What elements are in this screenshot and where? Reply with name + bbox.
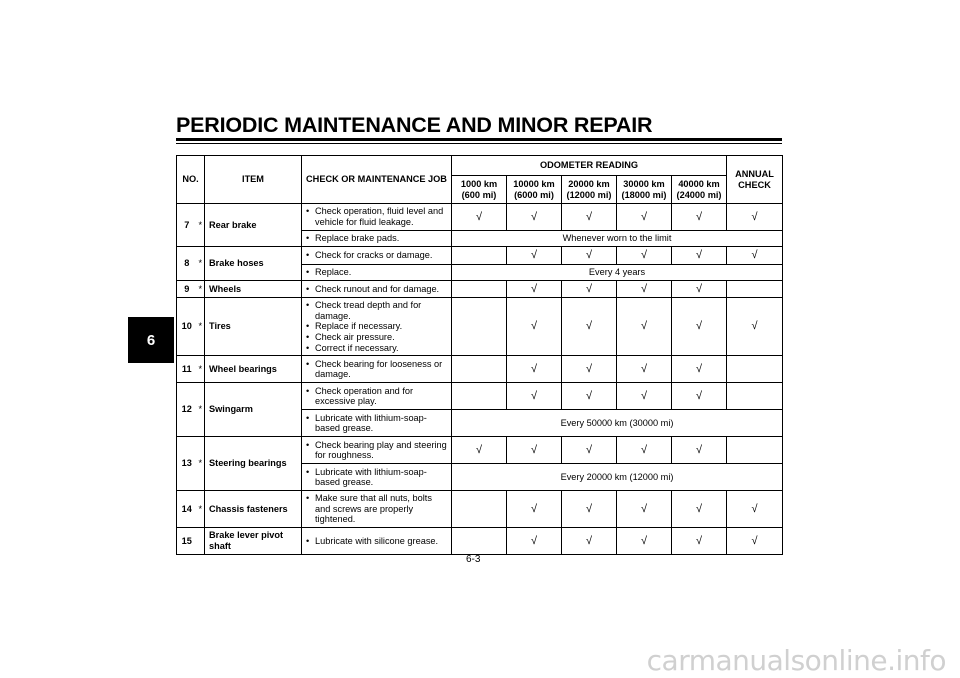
table-row <box>177 247 783 265</box>
empty-cell <box>452 491 507 528</box>
empty-cell <box>727 383 783 410</box>
empty-cell <box>452 527 507 554</box>
check-mark: √ <box>617 298 672 356</box>
row-job: • Replace brake pads. <box>302 231 452 247</box>
row-job: • Check for cracks or damage. <box>302 247 452 265</box>
check-mark: √ <box>617 280 672 298</box>
check-mark: √ <box>452 204 507 231</box>
check-mark: √ <box>672 247 727 265</box>
row-star: * <box>197 383 205 437</box>
table-row <box>177 204 783 231</box>
empty-cell <box>727 437 783 464</box>
check-mark: √ <box>672 383 727 410</box>
chapter-tab: 6 <box>128 317 174 363</box>
title-rule-thin <box>176 143 782 144</box>
table-row <box>177 491 783 528</box>
empty-cell <box>727 280 783 298</box>
header-reading: 1000 km (600 mi) <box>452 176 507 204</box>
row-item: Rear brake <box>205 204 302 247</box>
row-item: Swingarm <box>205 383 302 437</box>
empty-cell <box>727 356 783 383</box>
watermark: carmanualsonline.info <box>646 644 946 677</box>
check-mark: √ <box>672 491 727 528</box>
check-mark: √ <box>452 437 507 464</box>
row-number: 8 <box>177 247 197 281</box>
header-reading: 30000 km (18000 mi) <box>617 176 672 204</box>
table-row <box>177 437 783 464</box>
check-mark: √ <box>562 491 617 528</box>
interval-note: Whenever worn to the limit <box>452 231 783 247</box>
row-job: • Check runout and for damage. <box>302 280 452 298</box>
row-job: • Replace. <box>302 264 452 280</box>
check-mark: √ <box>727 491 783 528</box>
row-job: • Lubricate with lithium-soap-based grease. <box>302 410 452 437</box>
row-number: 7 <box>177 204 197 247</box>
check-mark: √ <box>507 356 562 383</box>
interval-note: Every 20000 km (12000 mi) <box>452 464 783 491</box>
interval-note: Every 50000 km (30000 mi) <box>452 410 783 437</box>
row-number: 14 <box>177 491 197 528</box>
check-mark: √ <box>672 298 727 356</box>
row-star: * <box>197 491 205 528</box>
check-mark: √ <box>617 491 672 528</box>
check-mark: √ <box>562 383 617 410</box>
empty-cell <box>452 280 507 298</box>
check-mark: √ <box>672 280 727 298</box>
check-mark: √ <box>672 204 727 231</box>
empty-cell <box>452 247 507 265</box>
table-row <box>177 298 783 356</box>
row-job: • Check operation, fluid level and vehicle for fluid leakage. <box>302 204 452 231</box>
row-star: * <box>197 356 205 383</box>
check-mark: √ <box>672 356 727 383</box>
check-mark: √ <box>562 204 617 231</box>
row-star: * <box>197 437 205 491</box>
header-reading: 40000 km (24000 mi) <box>672 176 727 204</box>
check-mark: √ <box>617 204 672 231</box>
row-number: 10 <box>177 298 197 356</box>
check-mark: √ <box>727 247 783 265</box>
check-mark: √ <box>562 527 617 554</box>
check-mark: √ <box>562 280 617 298</box>
row-star: * <box>197 247 205 281</box>
interval-note: Every 4 years <box>452 264 783 280</box>
maintenance-table <box>176 155 783 555</box>
check-mark: √ <box>617 383 672 410</box>
header-item: ITEM <box>205 156 302 204</box>
row-star: * <box>197 298 205 356</box>
check-mark: √ <box>562 298 617 356</box>
page-number: 6-3 <box>466 554 481 565</box>
page-title: PERIODIC MAINTENANCE AND MINOR REPAIR <box>176 113 653 137</box>
row-item: Steering bearings <box>205 437 302 491</box>
check-mark: √ <box>727 527 783 554</box>
header-annual: ANNUAL CHECK <box>727 156 783 204</box>
check-mark: √ <box>507 247 562 265</box>
row-item: Brake hoses <box>205 247 302 281</box>
row-job: • Check operation and for excessive play. <box>302 383 452 410</box>
title-rule <box>176 138 782 141</box>
empty-cell <box>452 356 507 383</box>
check-mark: √ <box>672 527 727 554</box>
row-job: • Lubricate with silicone grease. <box>302 527 452 554</box>
row-item: Chassis fasteners <box>205 491 302 528</box>
row-number: 13 <box>177 437 197 491</box>
check-mark: √ <box>672 437 727 464</box>
check-mark: √ <box>507 204 562 231</box>
check-mark: √ <box>562 437 617 464</box>
row-star <box>197 527 205 554</box>
header-reading: 20000 km (12000 mi) <box>562 176 617 204</box>
row-job: • Lubricate with lithium-soap-based grease. <box>302 464 452 491</box>
empty-cell <box>452 383 507 410</box>
row-number: 11 <box>177 356 197 383</box>
check-mark: √ <box>727 298 783 356</box>
row-job: • Check bearing play and steering for roughness. <box>302 437 452 464</box>
row-item: Wheels <box>205 280 302 298</box>
check-mark: √ <box>507 491 562 528</box>
check-mark: √ <box>617 356 672 383</box>
check-mark: √ <box>507 298 562 356</box>
header-no: NO. <box>177 156 205 204</box>
row-star: * <box>197 280 205 298</box>
table-row <box>177 527 783 554</box>
header-odometer: ODOMETER READING <box>452 156 727 176</box>
row-star: * <box>197 204 205 247</box>
check-mark: √ <box>507 527 562 554</box>
row-item: Brake lever pivot shaft <box>205 527 302 554</box>
check-mark: √ <box>617 247 672 265</box>
table-row <box>177 356 783 383</box>
check-mark: √ <box>562 356 617 383</box>
table-row <box>177 383 783 410</box>
row-number: 9 <box>177 280 197 298</box>
check-mark: √ <box>507 383 562 410</box>
empty-cell <box>452 298 507 356</box>
check-mark: √ <box>727 204 783 231</box>
row-number: 12 <box>177 383 197 437</box>
row-job: • Check bearing for looseness or damage. <box>302 356 452 383</box>
row-number: 15 <box>177 527 197 554</box>
check-mark: √ <box>617 437 672 464</box>
row-item: Wheel bearings <box>205 356 302 383</box>
table-row <box>177 280 783 298</box>
check-mark: √ <box>507 437 562 464</box>
header-job: CHECK OR MAINTENANCE JOB <box>302 156 452 204</box>
row-job: • Check tread depth and for damage. • Replace if necessary. • Check air pressure. • Correct if necessary. <box>302 298 452 356</box>
check-mark: √ <box>617 527 672 554</box>
check-mark: √ <box>562 247 617 265</box>
row-item: Tires <box>205 298 302 356</box>
maintenance-rows <box>177 204 783 555</box>
header-reading: 10000 km (6000 mi) <box>507 176 562 204</box>
row-job: • Make sure that all nuts, bolts and screws are properly tightened. <box>302 491 452 528</box>
check-mark: √ <box>507 280 562 298</box>
